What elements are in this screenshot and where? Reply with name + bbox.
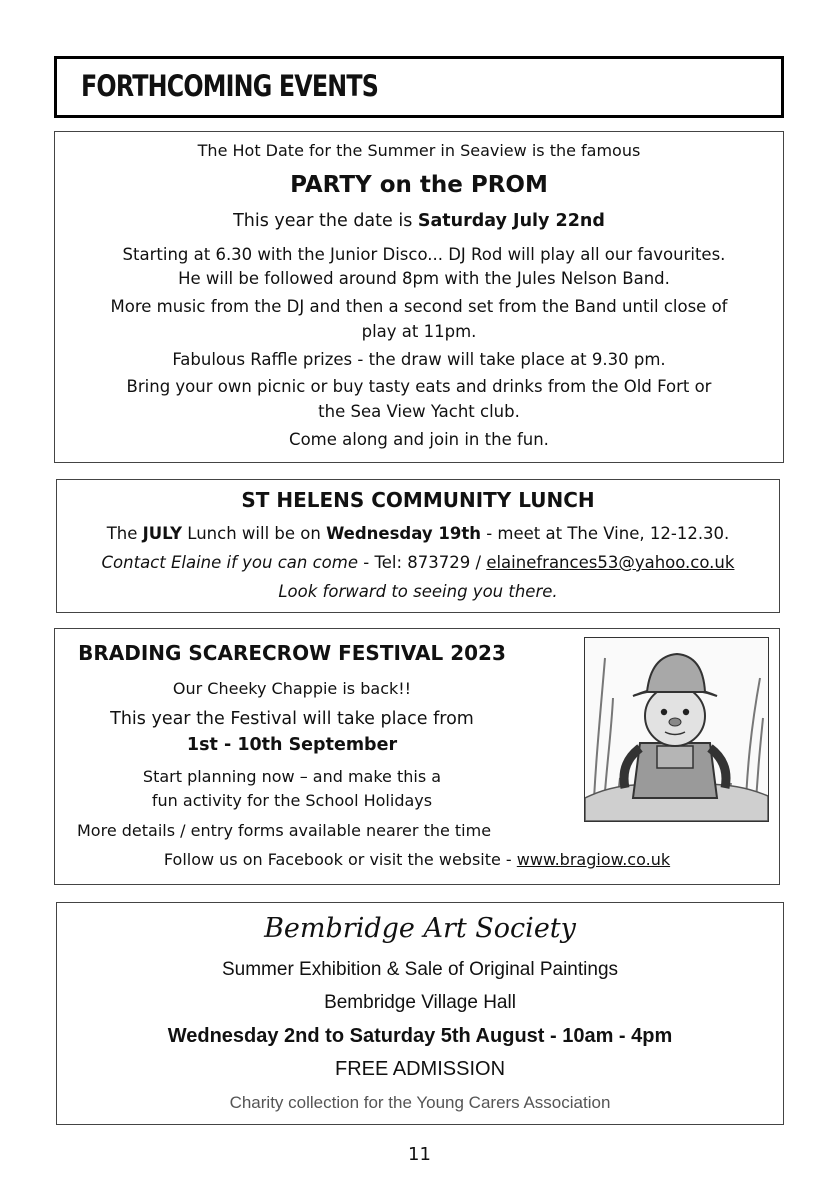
brading-scarecrow-panel <box>54 628 780 885</box>
brading-web-line: Follow us on Facebook or visit the website - www.bragiow.co.uk <box>163 850 671 869</box>
lunch-date-line: The JULY Lunch will be on Wednesday 19th - meet at The Vine, 12-12.30. <box>106 524 730 543</box>
lunch-title: ST HELENS COMMUNITY LUNCH <box>241 488 595 512</box>
party-date: This year the date is Saturday July 22nd <box>233 211 605 231</box>
brading-dates: 1st - 10th September <box>186 735 398 755</box>
section-header <box>54 56 784 118</box>
brading-title: BRADING SCARECROW FESTIVAL 2023 <box>78 641 506 665</box>
brading-line: fun activity for the School Holidays <box>151 791 433 810</box>
party-on-prom-panel <box>54 131 784 463</box>
bembridge-art-panel <box>56 902 784 1125</box>
party-line: Bring your own picnic or buy tasty eats and drinks from the Old Fort or <box>126 377 712 396</box>
brading-line: Start planning now – and make this a <box>142 767 442 786</box>
party-title: PARTY on the PROM <box>290 172 548 198</box>
party-line: play at 11pm. <box>361 322 477 341</box>
party-intro: The Hot Date for the Summer in Seaview is the famous <box>197 141 641 160</box>
brading-line: More details / entry forms available nearer the time <box>77 821 492 840</box>
party-line: He will be followed around 8pm with the Jules Nelson Band. <box>178 269 670 288</box>
party-line: the Sea View Yacht club. <box>318 402 520 421</box>
scarecrow-image <box>584 637 769 822</box>
art-title: Bembridge Art Society <box>264 913 576 944</box>
art-admission: FREE ADMISSION <box>334 1058 506 1080</box>
scarecrow-illustration <box>585 638 768 821</box>
art-line: Summer Exhibition & Sale of Original Paintings <box>221 959 619 980</box>
st-helens-lunch-panel <box>56 479 780 613</box>
lunch-closing: Look forward to seeing you there. <box>278 582 558 601</box>
party-line: Come along and join in the fun. <box>289 430 549 449</box>
email-link[interactable]: elainefrances53@yahoo.co.uk <box>486 553 735 572</box>
party-line: Fabulous Raffle prizes - the draw will take place at 9.30 pm. <box>172 350 666 369</box>
art-charity: Charity collection for the Young Carers Association <box>229 1093 611 1112</box>
art-line: Bembridge Village Hall <box>324 992 516 1013</box>
party-line: More music from the DJ and then a second set from the Band until close of <box>110 297 728 316</box>
art-dates: Wednesday 2nd to Saturday 5th August - 10am - 4pm <box>167 1025 673 1047</box>
page-number: 11 <box>408 1144 431 1165</box>
brading-line: This year the Festival will take place from <box>110 709 474 729</box>
brading-line: Our Cheeky Chappie is back!! <box>172 679 412 698</box>
party-line: Starting at 6.30 with the Junior Disco... DJ Rod will play all our favourites. <box>122 245 726 264</box>
page-title: FORTHCOMING EVENTS <box>81 69 379 103</box>
lunch-contact-line: Contact Elaine if you can come - Tel: 873729 / elainefrances53@yahoo.co.uk <box>101 553 735 572</box>
website-link[interactable]: www.bragiow.co.uk <box>516 850 671 869</box>
